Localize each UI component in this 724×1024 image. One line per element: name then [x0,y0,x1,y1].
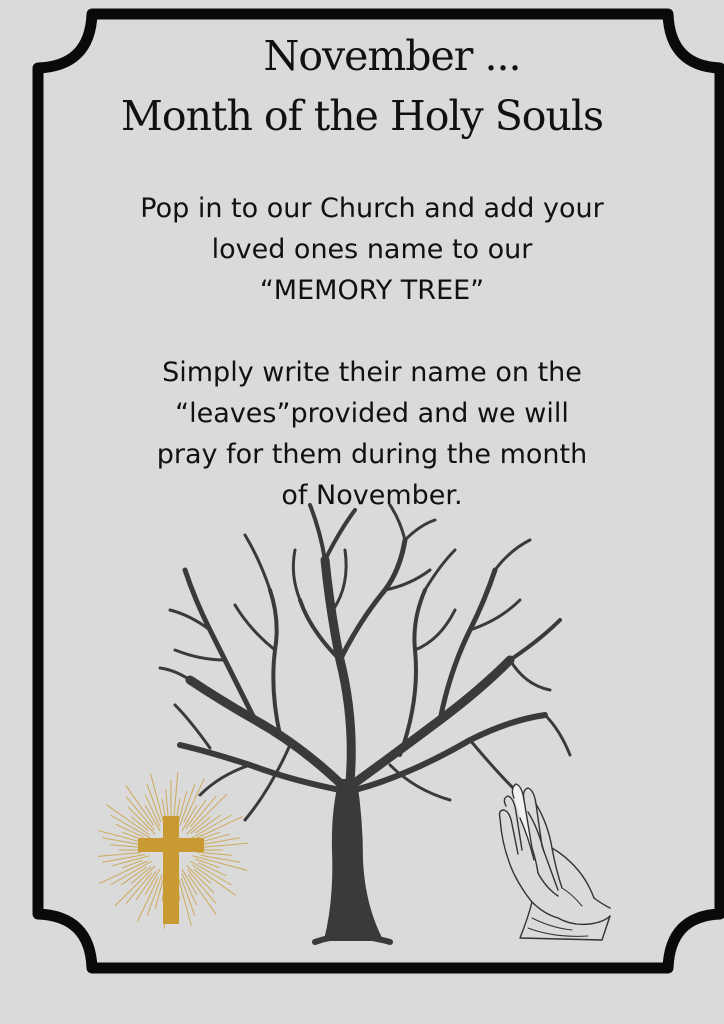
sunburst-ray [115,866,155,906]
invitation-line-1: Pop in to our Church and add your [140,193,604,224]
sunburst-ray [99,861,147,883]
sunburst-ray [187,866,215,894]
sunburst-ray [195,817,243,839]
sunburst-ray [145,805,160,831]
sunburst-ray [192,865,235,895]
sunburst-ray [131,867,151,884]
instructions-line-1: Simply write their name on the [162,357,582,388]
golden-cross-icon [98,772,248,932]
sunburst-ray [166,789,169,820]
sunburst-ray [187,794,227,834]
instructions-line-4: of November. [281,480,463,511]
title-line-2: Month of the Holy Souls [120,92,604,140]
invitation-line-3: “MEMORY TREE” [259,275,485,306]
sunburst-ray [184,778,205,822]
sunburst-ray [145,869,160,895]
sunburst-ray [201,855,240,862]
sunburst-ray [192,856,247,871]
instructions-line-2: “leaves”provided and we will [175,398,569,429]
instructions-line-3: pray for them during the month [156,439,588,470]
praying-hands-icon [492,778,612,944]
sunburst-ray [128,807,155,835]
invitation-paragraph [0,188,724,311]
sunburst-ray [191,817,211,834]
sunburst-ray [197,852,232,855]
sunburst-ray [182,869,197,895]
invitation-line-2: loved ones name to our [211,234,533,265]
title-line-1: November ... [263,32,521,80]
sunburst-ray [138,877,159,921]
sunburst-ray [182,805,197,831]
sunburst-ray [102,838,141,845]
sunburst-ray [106,805,149,835]
